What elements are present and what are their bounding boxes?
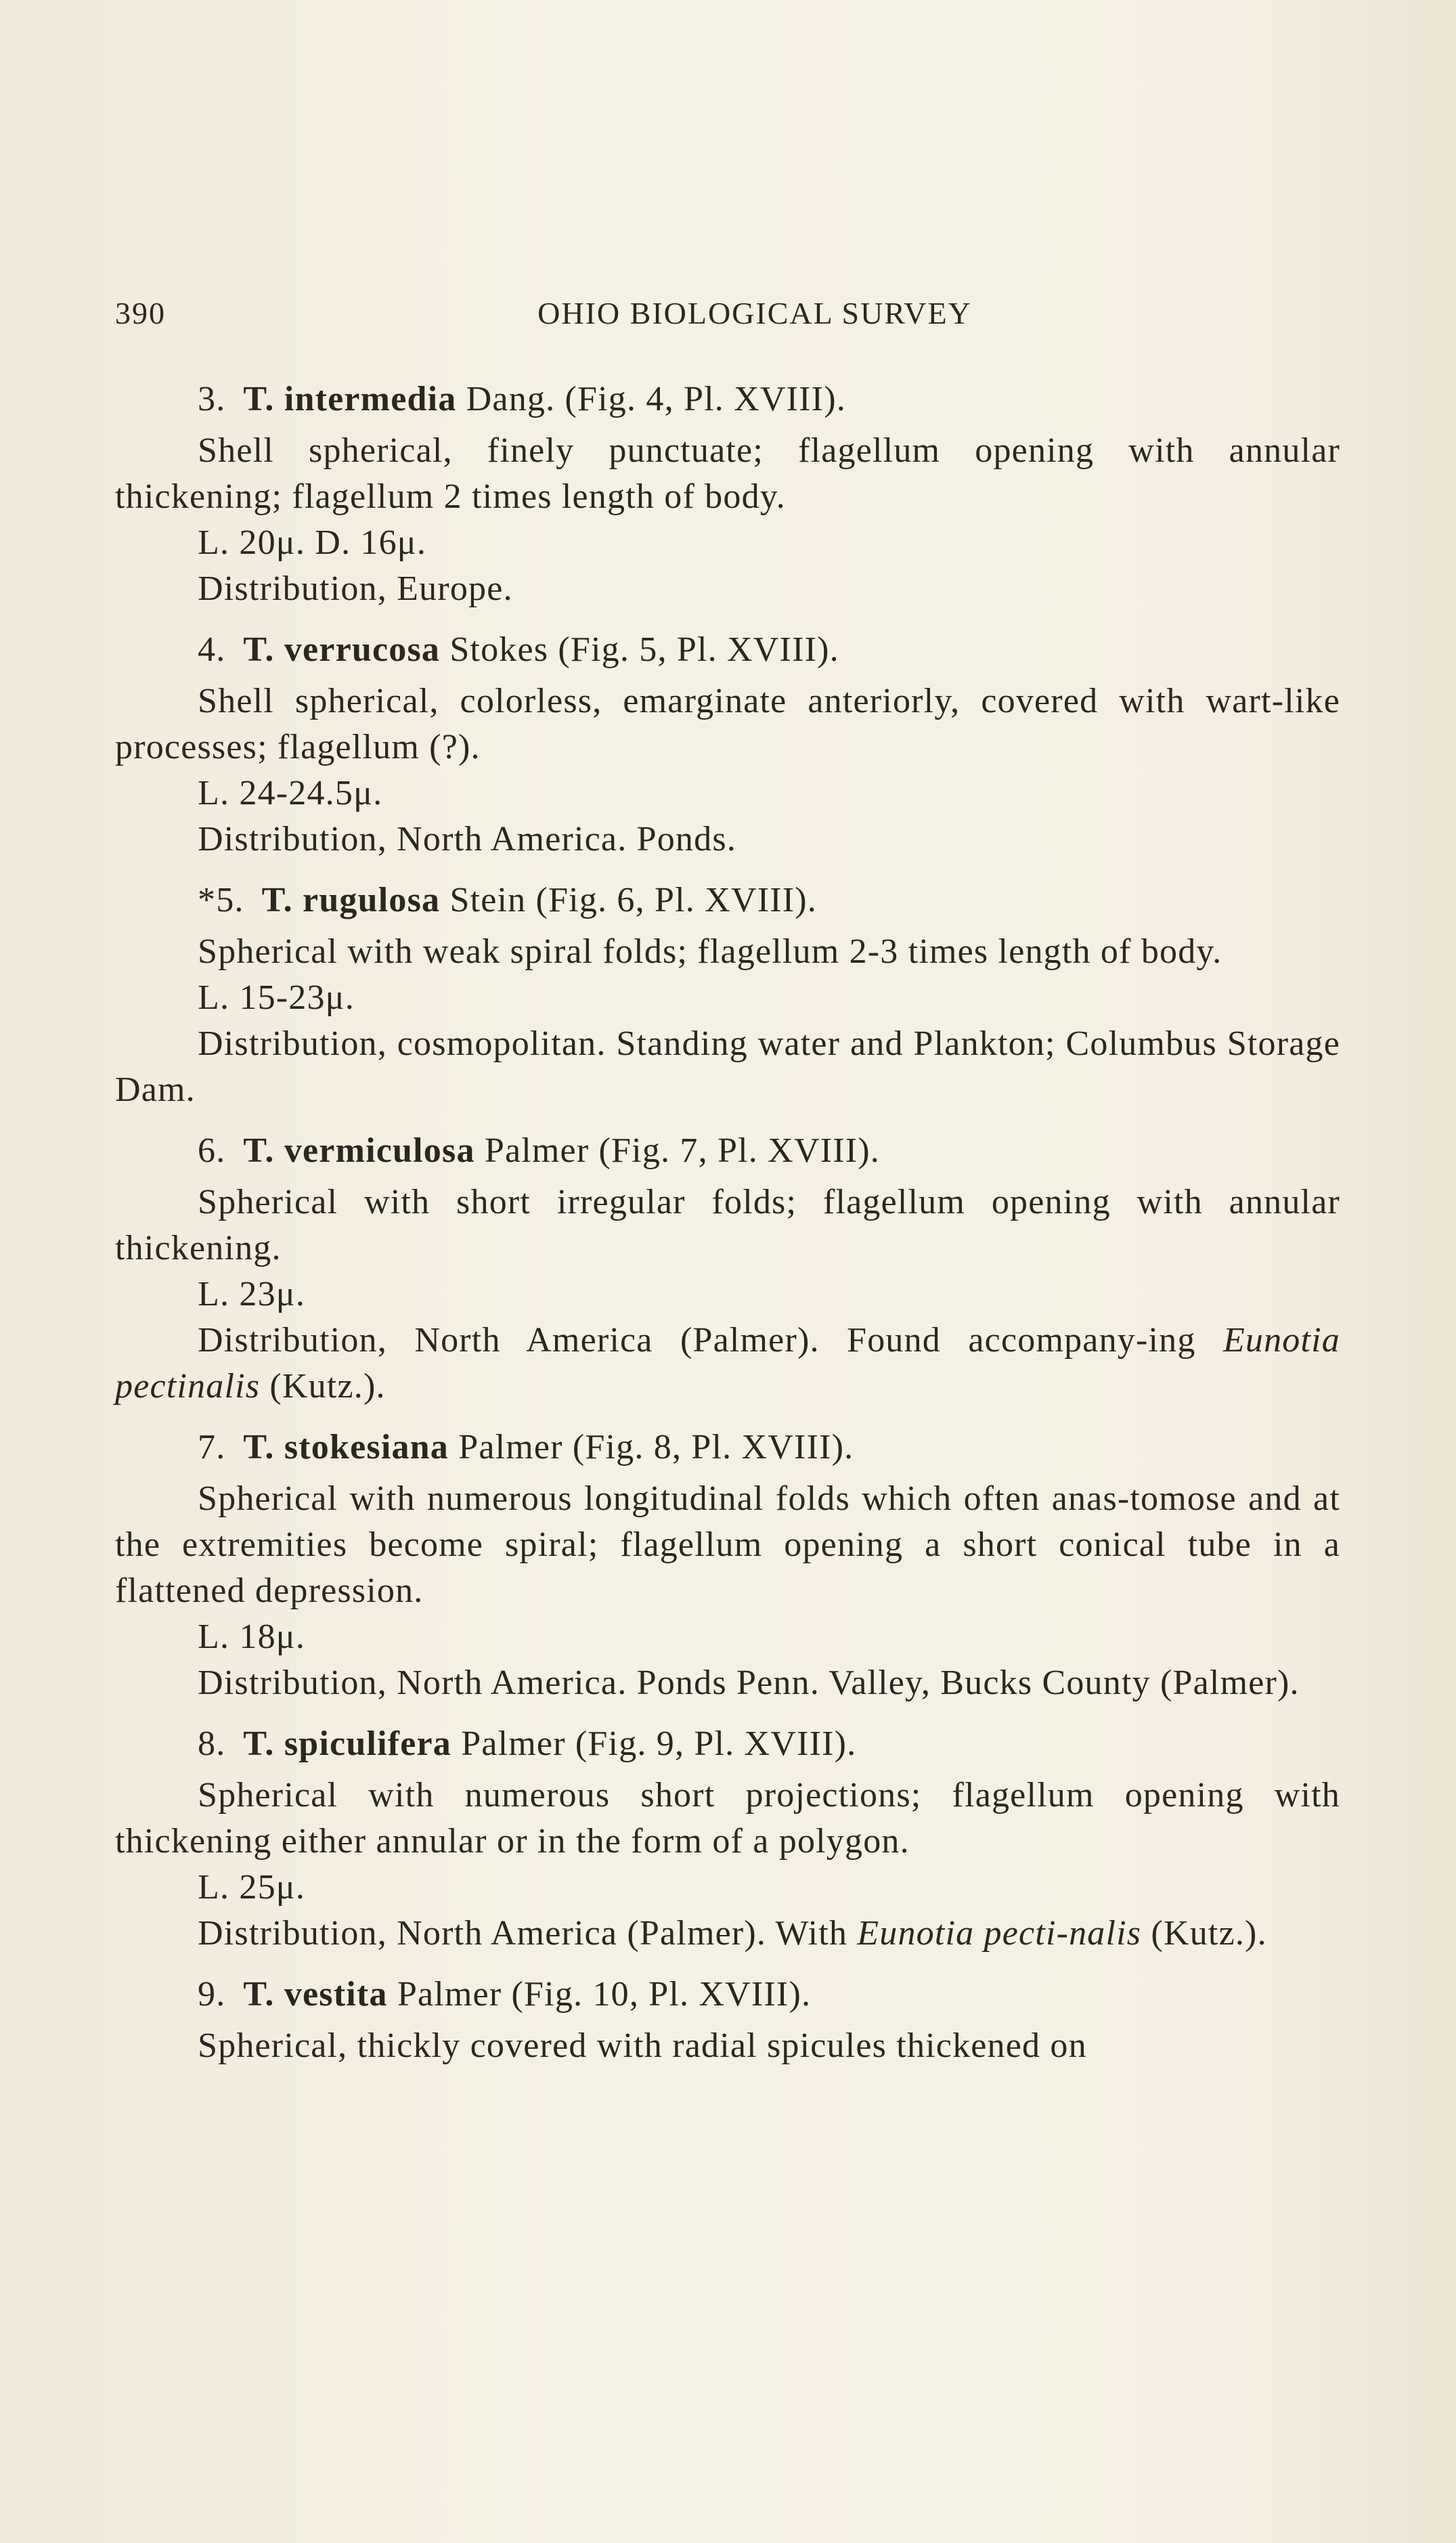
species-heading — [115, 627, 1340, 673]
species-number: 8. — [198, 1724, 226, 1763]
species-distribution — [115, 1911, 1340, 1957]
species-entry-rugulosa — [115, 877, 1340, 1113]
species-name: T. stokesiana — [243, 1428, 449, 1466]
species-distribution: Distribution, cosmopolitan. Standing water and Plankton; Columbus Storage Dam. — [115, 1024, 1340, 1109]
species-measurements: L. 20μ. D. 16μ. — [198, 523, 427, 562]
species-heading — [115, 877, 1340, 923]
species-number: *5. — [198, 881, 244, 919]
species-description: Shell spherical, finely punctuate; flagellum opening with annular thickening; flagellum 2 times length of body. — [115, 431, 1340, 516]
running-title: OHIO BIOLOGICAL SURVEY — [537, 296, 972, 330]
species-entry-verrucosa — [115, 627, 1340, 863]
species-description: Spherical, thickly covered with radial spicules thickened on — [198, 2026, 1087, 2065]
species-citation: Dang. (Fig. 4, Pl. XVIII). — [466, 380, 846, 418]
species-number: 3. — [198, 380, 226, 418]
species-entry-vermiculosa — [115, 1128, 1340, 1410]
species-description: Spherical with weak spiral folds; flagellum 2-3 times length of body. — [198, 932, 1222, 971]
species-citation: Stein (Fig. 6, Pl. XVIII). — [449, 881, 817, 919]
species-measurements: L. 15-23μ. — [198, 978, 355, 1017]
species-citation: Palmer (Fig. 8, Pl. XVIII). — [458, 1428, 854, 1466]
species-name: T. vestita — [243, 1975, 388, 2014]
species-heading — [115, 376, 1340, 422]
species-citation: Stokes (Fig. 5, Pl. XVIII). — [449, 630, 839, 669]
species-number: 9. — [198, 1975, 226, 2014]
species-number: 6. — [198, 1131, 226, 1170]
species-distribution — [115, 1318, 1340, 1410]
species-description: Shell spherical, colorless, emarginate anteriorly, covered with wart-like processes; flagellum (?). — [115, 682, 1340, 766]
page-number: 390 — [115, 296, 166, 330]
species-description: Spherical with numerous short projections; flagellum opening with thickening either annular or in the form of a polygon. — [115, 1776, 1340, 1861]
species-name: T. intermedia — [243, 380, 457, 418]
species-measurements: L. 18μ. — [198, 1617, 306, 1656]
taxon-reference: Eunotia pectinalis — [115, 1321, 1340, 1406]
species-entry-stokesiana — [115, 1425, 1340, 1706]
species-citation: Palmer (Fig. 7, Pl. XVIII). — [484, 1131, 880, 1170]
species-distribution: Distribution, North America. Ponds. — [198, 820, 736, 858]
species-citation: Palmer (Fig. 9, Pl. XVIII). — [461, 1724, 857, 1763]
species-citation: Palmer (Fig. 10, Pl. XVIII). — [397, 1975, 812, 2014]
species-name: T. verrucosa — [243, 630, 441, 669]
species-name: T. rugulosa — [261, 881, 441, 919]
distribution-text-end: (Kutz.). — [260, 1367, 386, 1406]
species-name: T. vermiculosa — [243, 1131, 475, 1170]
species-measurements: L. 24-24.5μ. — [198, 774, 383, 812]
species-heading — [115, 1425, 1340, 1471]
species-description: Spherical with short irregular folds; flagellum opening with annular thickening. — [115, 1183, 1340, 1267]
page-body — [115, 376, 1340, 2084]
species-heading — [115, 1972, 1340, 2018]
species-heading — [115, 1128, 1340, 1174]
species-measurements: L. 23μ. — [198, 1275, 306, 1313]
species-measurements: L. 25μ. — [198, 1868, 306, 1907]
species-distribution: Distribution, North America. Ponds Penn. Valley, Bucks County (Palmer). — [198, 1664, 1300, 1702]
species-entry-spiculifera — [115, 1721, 1340, 1957]
species-description: Spherical with numerous longitudinal folds which often anas-tomose and at the extremities become spiral; flagellum opening a short conical tube in a flattened depression. — [115, 1479, 1340, 1610]
distribution-text: Distribution, North America (Palmer). With — [198, 1914, 858, 1953]
species-name: T. spiculifera — [243, 1724, 452, 1763]
species-entry-vestita — [115, 1972, 1340, 2069]
species-number: 7. — [198, 1428, 226, 1466]
distribution-text: Distribution, North America (Palmer). Found accompany-ing — [198, 1321, 1223, 1360]
species-entry-intermedia — [115, 376, 1340, 612]
species-distribution: Distribution, Europe. — [198, 569, 513, 608]
taxon-reference: Eunotia pecti-nalis — [857, 1914, 1142, 1953]
page-header — [115, 295, 1340, 336]
species-heading — [115, 1721, 1340, 1767]
species-number: 4. — [198, 630, 226, 669]
distribution-text-end: (Kutz.). — [1141, 1914, 1267, 1953]
